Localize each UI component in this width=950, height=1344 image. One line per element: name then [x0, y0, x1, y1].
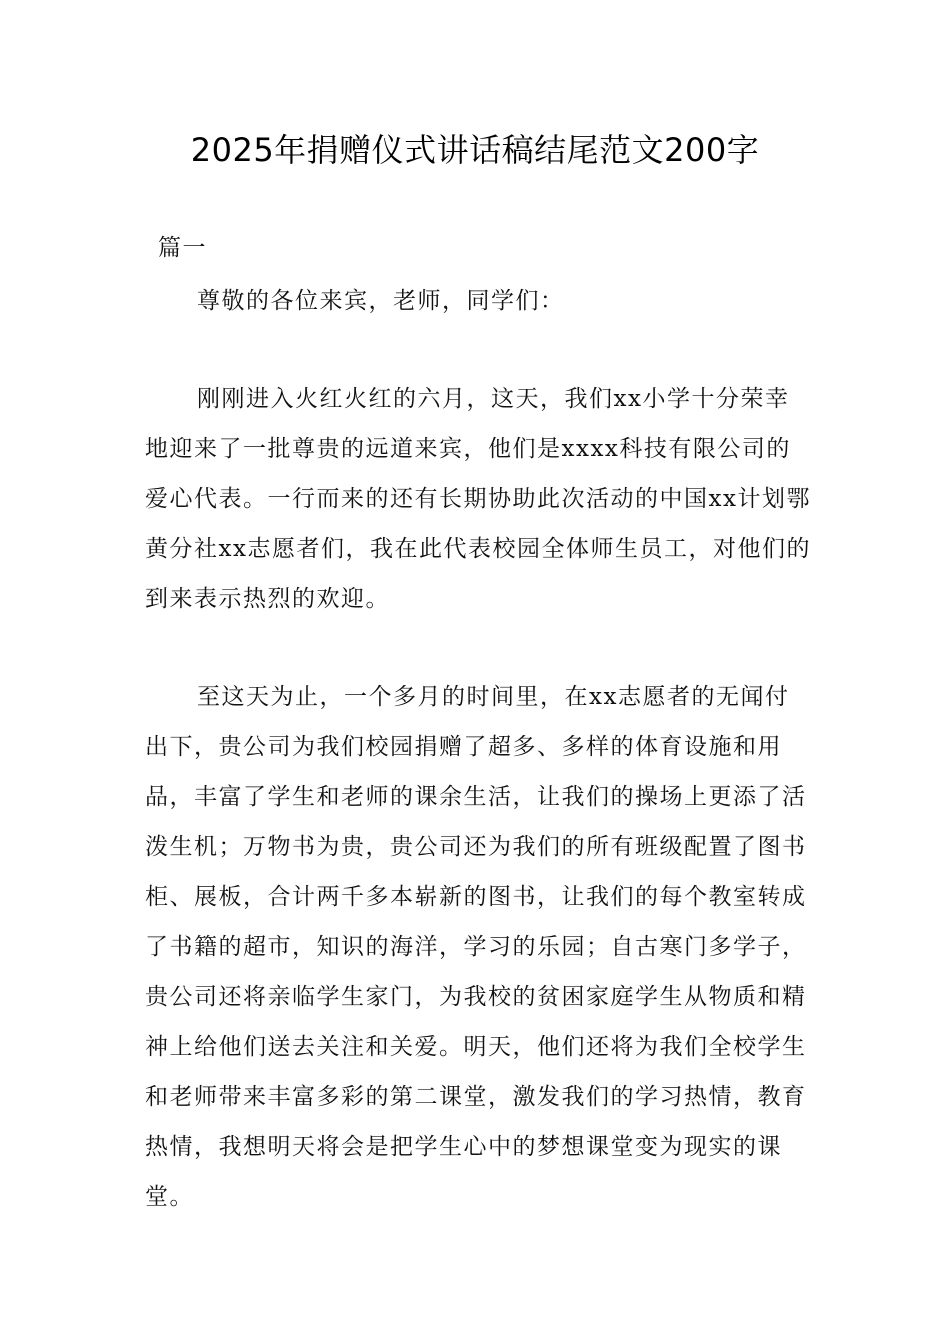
section-label: 篇一 — [158, 235, 207, 261]
paragraph: 刚刚进入火红火红的六月，这天，我们xx小学十分荣幸地迎来了一批尊贵的远道来宾，他们是xxxx科技有限公司的爱心代表。一行而来的还有长期协助此次活动的中国xx计划鄂黄分社xx志愿者们，我在此代表校园全体师生员工，对他们的到来表示热烈的欢迎。 — [145, 386, 811, 612]
document-title: 2025年捐赠仪式讲话稿结尾范文200字 — [190, 131, 760, 169]
paragraph: 至这天为止，一个多月的时间里，在xx志愿者的无闻付出下，贵公司为我们校园捐赠了超多、多样的体育设施和用品，丰富了学生和老师的课余生活，让我们的操场上更添了活泼生机；万物书为贵，贵公司还为我们的所有班级配置了图书柜、展板，合计两千多本崭新的图书，让我们的每个教室转成了书籍的超市，知识的海洋，学习的乐园；自古寒门多学子，贵公司还将亲临学生家门，为我校的贫困家庭学生从物质和精神上给他们送去关注和关爱。明天，他们还将为我们全校学生和老师带来丰富多彩的第二课堂，激发我们的学习热情，教育热情，我想明天将会是把学生心中的梦想课堂变为现实的课堂。 — [145, 684, 807, 1210]
salutation: 尊敬的各位来宾，老师，同学们： — [197, 288, 565, 314]
